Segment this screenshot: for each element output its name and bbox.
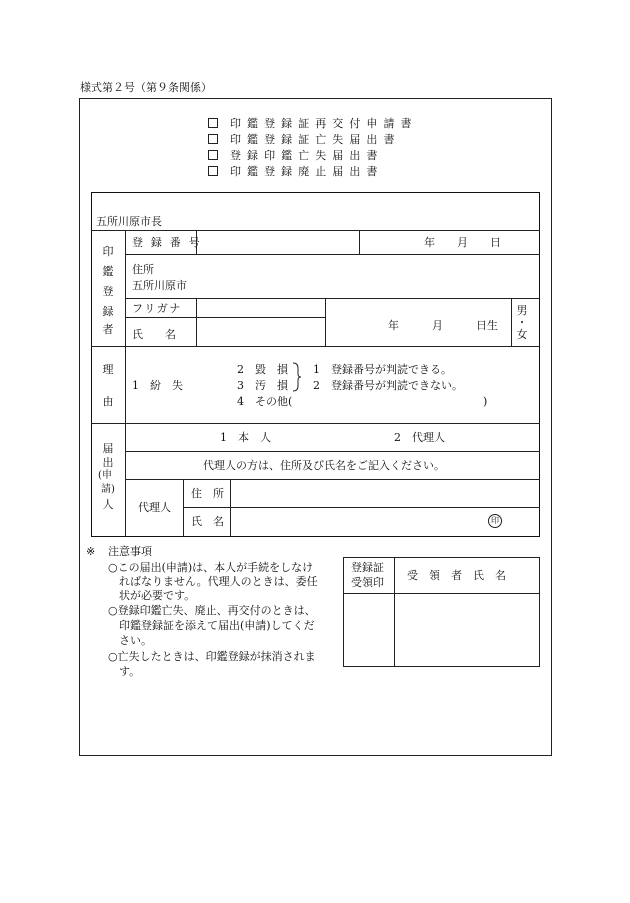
brace-icon — [292, 362, 302, 392]
sex-male[interactable]: 男 — [516, 304, 528, 317]
agent-label: 代理人 — [138, 501, 171, 514]
furigana-field[interactable] — [196, 298, 325, 317]
receipt-stamp-label-1: 登録証 — [351, 561, 384, 574]
birth-date[interactable]: 年 月 日生 — [388, 319, 498, 332]
checkbox-icon[interactable] — [208, 166, 218, 176]
note-line: ○亡失したときは、印鑑登録が抹消されま — [108, 650, 316, 663]
agent-name-label: 氏 名 — [191, 515, 224, 528]
reason-other-field[interactable] — [342, 396, 480, 408]
receiver-name-label: 受 領 者 氏 名 — [407, 569, 506, 582]
reason-label-top: 理 — [102, 363, 114, 376]
applicant-label-2: 出 — [102, 456, 114, 469]
receipt-stamp-label-2: 受領印 — [351, 576, 384, 589]
application-date[interactable]: 年 月 日 — [424, 236, 501, 249]
applicant-self[interactable]: 1 本 人 — [220, 431, 271, 444]
agent-address-label: 住 所 — [191, 487, 224, 500]
reason-label-bottom: 由 — [102, 395, 114, 408]
applicant-label-1: 届 — [102, 442, 114, 455]
reason-other-close: ) — [483, 395, 488, 408]
note-line: す。 — [108, 665, 141, 678]
applicant-label-4: 請) — [101, 484, 115, 495]
title-reissue[interactable]: 印鑑登録証再交付申請書 — [208, 118, 418, 129]
address-value[interactable]: 五所川原市 — [132, 279, 187, 292]
agent-name-field[interactable] — [231, 508, 481, 535]
title-seal-lost[interactable]: 登録印鑑亡失届出書 — [208, 150, 383, 161]
checkbox-icon[interactable] — [208, 150, 218, 160]
reg-no-label: 登 録 番 号 — [132, 236, 202, 249]
agent-instruction: 代理人の方は、住所及び氏名をご記入ください。 — [203, 459, 445, 472]
note-line: ればなりません。代理人のときは、委任 — [108, 575, 318, 588]
applicant-label-3: (申 — [98, 470, 112, 481]
registrant-label-5: 者 — [102, 323, 114, 336]
sex-separator: ・ — [516, 316, 528, 329]
reason-sub-readable[interactable]: 1 登録番号が判読できる。 — [313, 363, 452, 376]
note-line: 状が必要です。 — [108, 589, 196, 602]
registrant-label-4: 録 — [102, 305, 114, 318]
sex-female[interactable]: 女 — [516, 328, 528, 341]
seal-mark-icon: 印 — [488, 514, 502, 528]
addressee: 五所川原市長 — [96, 215, 162, 228]
applicant-label-5: 人 — [102, 498, 114, 511]
registrant-label-1: 印 — [102, 245, 114, 258]
reason-lost[interactable]: 1 紛 失 — [132, 379, 183, 392]
reg-no-field[interactable] — [196, 230, 360, 254]
note-line: ○登録印鑑亡失、廃止、再交付のときは、 — [108, 604, 316, 617]
reason-sub-unreadable[interactable]: 2 登録番号が判読できない。 — [313, 379, 463, 392]
checkbox-icon[interactable] — [208, 134, 218, 144]
note-line: さい。 — [108, 634, 152, 647]
name-field[interactable] — [196, 317, 325, 346]
note-line: ○この届出(申請)は、本人が手続をしなけ — [108, 561, 314, 574]
checkbox-icon[interactable] — [208, 118, 218, 128]
name-label: 氏 名 — [132, 328, 176, 341]
address-label: 住所 — [132, 263, 154, 276]
form-number: 様式第２号（第９条関係） — [80, 81, 212, 94]
notes-mark: ※ — [86, 545, 96, 558]
registrant-label-2: 鑑 — [102, 265, 114, 278]
agent-address-field[interactable] — [231, 480, 539, 507]
reason-other[interactable]: 4 その他( — [237, 395, 293, 408]
applicant-agent-option[interactable]: 2 代理人 — [394, 431, 445, 444]
receipt-stamp-field[interactable] — [344, 594, 394, 666]
reason-soiled[interactable]: 3 汚 損 — [237, 379, 288, 392]
title-card-lost[interactable]: 印鑑登録証亡失届出書 — [208, 134, 401, 145]
furigana-label: フリガナ — [132, 302, 183, 315]
title-abolish[interactable]: 印鑑登録廃止届出書 — [208, 166, 383, 177]
note-line: 印鑑登録証を添えて届出(申請)してくだ — [108, 619, 315, 632]
notes-heading: 注意事項 — [108, 545, 152, 558]
reason-damaged[interactable]: 2 毀 損 — [237, 363, 288, 376]
registrant-label-3: 登 — [102, 285, 114, 298]
receiver-name-field[interactable] — [395, 594, 539, 666]
